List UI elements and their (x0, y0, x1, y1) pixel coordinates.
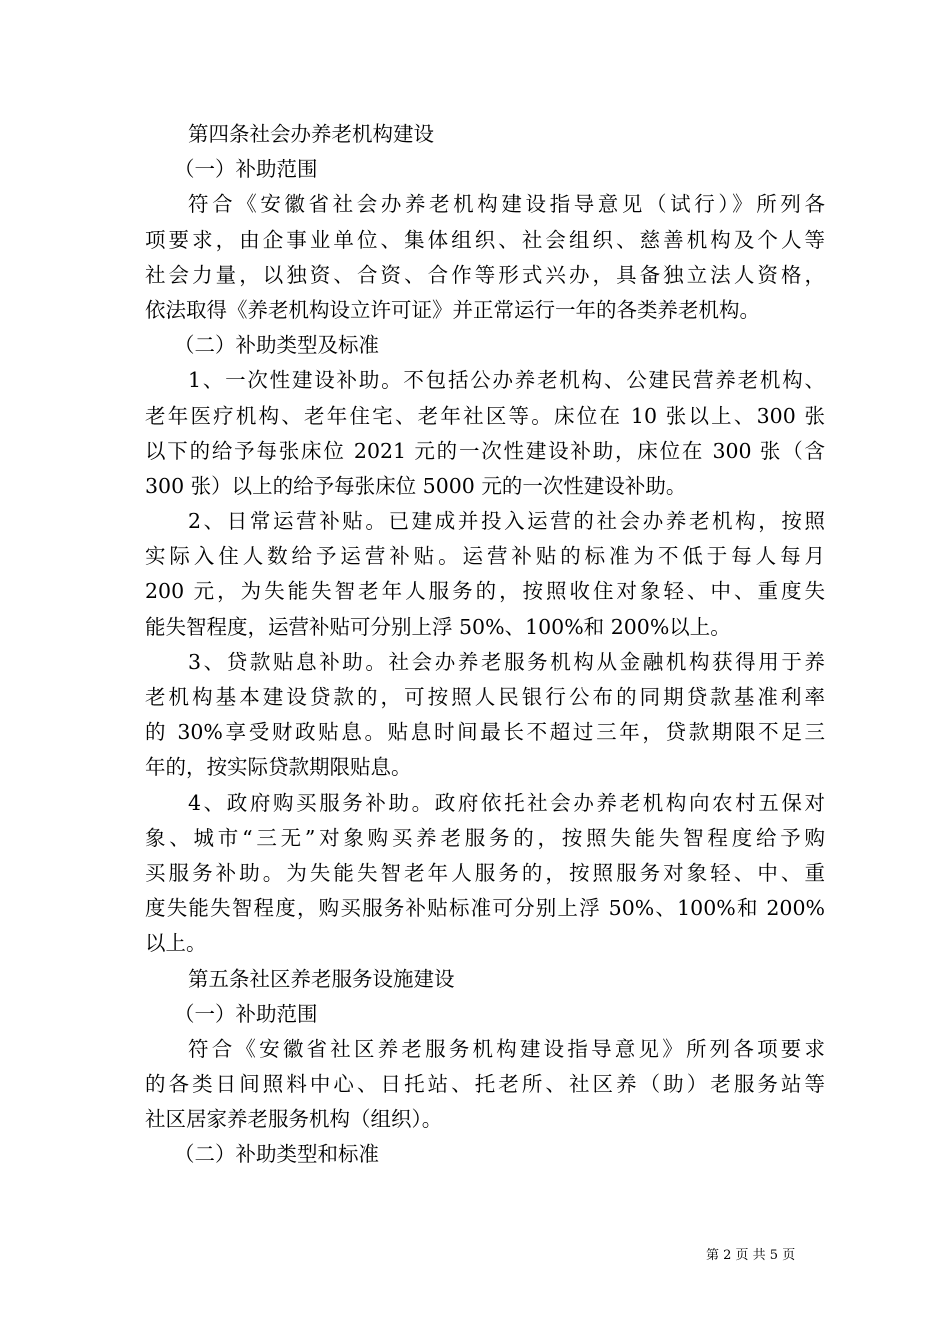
paragraph-line: 老机构基本建设贷款的，可按照人民银行公布的同期贷款基准利率 (145, 685, 825, 709)
article-4-scope-title: （一）补助范围 (174, 157, 318, 182)
paragraph-line: 买服务补助。为失能失智老年人服务的，按照服务对象轻、中、重 (145, 860, 825, 885)
paragraph-line: 以下的给予每张床位 2021 元的一次性建设补助，床位在 300 张（含 (145, 438, 825, 463)
paragraph-line: 2、日常运营补贴。已建成并投入运营的社会办养老机构，按照 (188, 509, 825, 534)
article-5-types-title: （二）补助类型和标准 (174, 1142, 379, 1167)
paragraph-line: 能失智程度，运营补贴可分别上浮 50%、100%和 200%以上。 (145, 614, 731, 639)
article-5-scope-paragraph (145, 1032, 825, 1138)
paragraph-line: 象、城市“三无”对象购买养老服务的，按照失能失智程度给予购 (145, 825, 825, 850)
paragraph-line: 4、政府购买服务补助。政府依托社会办养老机构向农村五保对 (188, 790, 825, 815)
paragraph-line: 社会力量，以独资、合资、合作等形式兴办，具备独立法人资格， (145, 262, 825, 287)
article-5-scope-title: （一）补助范围 (174, 1001, 318, 1026)
paragraph-line: 的 30%享受财政贴息。贴息时间最长不超过三年，贷款期限不足三 (145, 720, 825, 745)
paragraph-line: 项要求，由企事业单位、集体组织、社会组织、慈善机构及个人等 (145, 227, 825, 252)
article-4-heading: 第四条社会办养老机构建设 (188, 122, 434, 146)
item-loan-interest-subsidy (145, 645, 825, 786)
article-5-heading: 第五条社区养老服务设施建设 (188, 966, 455, 991)
paragraph-line: 实际入住人数给予运营补贴。运营补贴的标准为不低于每人每月 (145, 544, 825, 569)
paragraph-line: 1、一次性建设补助。不包括公办养老机构、公建民营养老机构、 (188, 368, 825, 393)
paragraph-line: 社区居家养老服务机构（组织）。 (145, 1107, 443, 1132)
paragraph-line: 依法取得《养老机构设立许可证》并正常运行一年的各类养老机构。 (145, 297, 760, 322)
paragraph-line: 以上。 (145, 931, 207, 956)
item-operating-subsidy (145, 504, 825, 645)
paragraph-line: 老年医疗机构、老年住宅、老年社区等。床位在 10 张以上、300 张 (145, 403, 825, 428)
page-number-footer: 第 2 页 共 5 页 (706, 1248, 796, 1263)
paragraph-line: 度失能失智程度，购买服务补贴标准可分别上浮 50%、100%和 200% (145, 896, 825, 921)
paragraph-line: 3、贷款贴息补助。社会办养老服务机构从金融机构获得用于养 (188, 649, 825, 674)
item-government-purchase-subsidy (145, 786, 825, 962)
paragraph-line: 符合《安徽省社区养老服务机构建设指导意见》所列各项要求 (188, 1036, 825, 1061)
article-4-scope-paragraph (145, 187, 825, 328)
paragraph-line: 符合《安徽省社会办养老机构建设指导意见（试行）》所列各 (188, 192, 825, 217)
paragraph-line: 300 张）以上的给予每张床位 5000 元的一次性建设补助。 (145, 473, 687, 498)
document-body (145, 117, 825, 1173)
item-construction-subsidy (145, 363, 825, 504)
paragraph-line: 的各类日间照料中心、日托站、托老所、社区养（助）老服务站等 (145, 1072, 825, 1097)
paragraph-line: 200 元，为失能失智老年人服务的，按照收住对象轻、中、重度失 (145, 579, 825, 604)
paragraph-line: 年的，按实际贷款期限贴息。 (145, 755, 412, 780)
article-4-types-title: （二）补助类型及标准 (174, 333, 379, 358)
